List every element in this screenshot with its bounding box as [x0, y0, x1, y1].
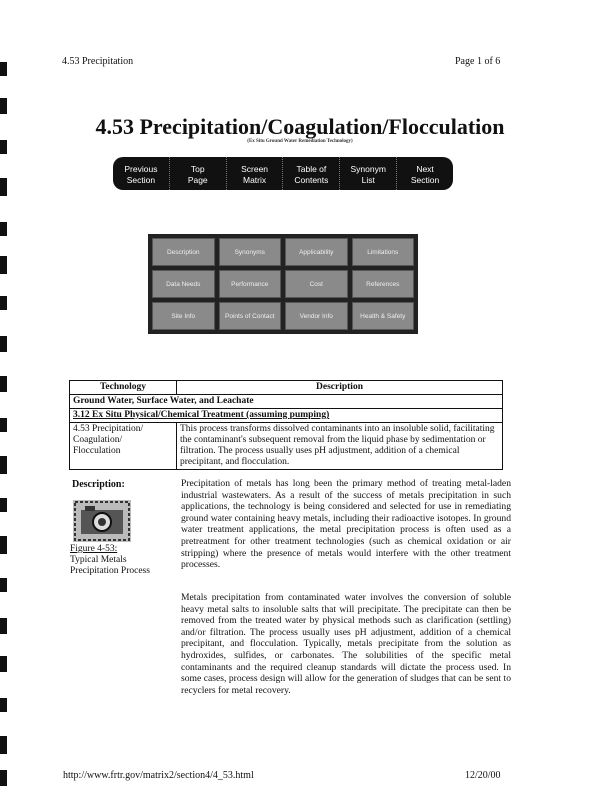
grid-link[interactable]: Cost	[285, 270, 348, 298]
table-technology-cell: 4.53 Precipitation/ Coagulation/ Flocculation	[70, 423, 177, 470]
page-title: 4.53 Precipitation/Coagulation/Flocculation	[95, 114, 505, 139]
grid-link[interactable]: Applicability	[285, 238, 348, 266]
grid-link[interactable]: Points of Contact	[219, 302, 282, 330]
grid-link[interactable]: Health & Safety	[352, 302, 415, 330]
grid-link[interactable]: Performance	[219, 270, 282, 298]
description-label: Description:	[72, 479, 125, 490]
technology-table	[69, 380, 503, 470]
page-subtitle: (Ex Situ Ground Water Remediation Technology)	[247, 139, 353, 144]
description-paragraph-2: Metals precipitation from contaminated water involves the conversion of soluble heavy metal salts to insoluble salts that will precipitate. The precipitate can then be removed from the treated water by physical methods such as clarification (settling) and/or filtration. The process usually uses pH adjustment, addition of a chemical precipitant, and flocculation. Typically, metals precipitate from the solution as hydroxides, sulfides, or carbonates. The solubilities of the specific metal contaminants and the required cleanup standards will dictate the process used. In some cases, process design will allow for the generation of sludges that can be sent to recyclers for metal recovery.	[181, 592, 511, 696]
grid-link[interactable]: References	[352, 270, 415, 298]
next-section-button[interactable]: Next Section	[410, 164, 440, 185]
figure-thumbnail[interactable]	[73, 500, 131, 542]
figure-caption[interactable]: Figure 4-53: Typical Metals Precipitation Process	[70, 544, 150, 576]
table-category-row: Ground Water, Surface Water, and Leachate	[70, 395, 503, 409]
footer-url: http://www.frtr.gov/matrix2/section4/4_53.html	[63, 770, 254, 781]
grid-link[interactable]: Synonyms	[219, 238, 282, 266]
header-section-title: 4.53 Precipitation	[62, 56, 134, 67]
screen-matrix-button[interactable]: Screen Matrix	[227, 157, 284, 190]
top-page-button[interactable]: Top Page	[170, 157, 227, 190]
section-image-map	[148, 234, 418, 334]
column-header-technology: Technology	[70, 381, 177, 395]
grid-link[interactable]: Vendor Info	[285, 302, 348, 330]
table-description-cell: This process transforms dissolved contaminants into an insoluble solid, facilitating the contaminant's subsequent removal from the liquid phase by sedimentation or filtration. The process usually uses pH adjustment, addition of a chemical precipitant, and flocculation.	[177, 423, 503, 470]
footer-date: 12/20/00	[465, 770, 501, 781]
synonym-list-button[interactable]: Synonym List	[340, 157, 397, 190]
column-header-description: Description	[177, 381, 503, 395]
table-of-contents-button[interactable]: Table of Contents	[283, 157, 340, 190]
table-subcategory-row[interactable]: 3.12 Ex Situ Physical/Chemical Treatment (assuming pumping)	[70, 409, 503, 423]
nav-bar	[113, 157, 453, 190]
grid-link[interactable]: Limitations	[352, 238, 415, 266]
header-page-number: Page 1 of 6	[455, 56, 501, 67]
grid-link[interactable]: Description	[152, 238, 215, 266]
description-paragraph-1: Precipitation of metals has long been the primary method of treating metal-laden industrial wastewaters. As a result of the success of metals precipitation in such applications, the technology is being considered and selected for use in remediating ground water containing heavy metals, including their radioactive isotopes. In ground water treatment applications, the metal precipitation process is often used as a pretreatment for other treatment technologies (such as chemical oxidation or air stripping) where the presence of metals would interfere with the other treatment processes.	[181, 478, 511, 571]
previous-section-button[interactable]: Previous Section	[113, 157, 170, 190]
grid-link[interactable]: Data Needs	[152, 270, 215, 298]
grid-link[interactable]: Site Info	[152, 302, 215, 330]
